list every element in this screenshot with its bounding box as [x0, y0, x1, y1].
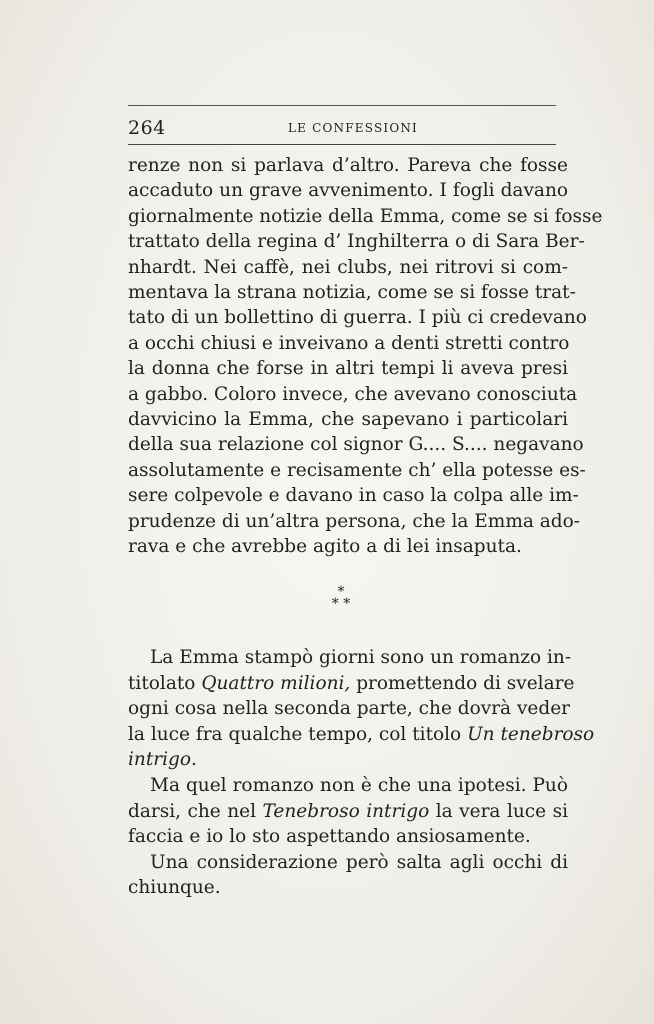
text-line: nhardt. Nei caffè, nei clubs, nei ritrovi si com-	[128, 256, 568, 278]
text-line: giornalmente notizie della Emma, come se si fosse	[128, 205, 603, 227]
section-separator	[318, 586, 364, 618]
text-line	[128, 671, 575, 697]
header-rule-bottom	[128, 144, 556, 145]
text-line: renze non si parlava d’altro. Pareva che fosse	[128, 155, 568, 176]
text-fragment: .	[191, 749, 197, 771]
paragraph-3	[128, 773, 568, 850]
book-title: intrigo	[128, 749, 192, 771]
text-line: la donna che forse in altri tempi li aveva presi	[128, 358, 568, 380]
text-line: sere colpevole e davano in caso la colpa alle im-	[128, 485, 579, 507]
text-fragment: darsi, che nel	[128, 800, 263, 822]
page-header	[128, 117, 556, 139]
book-title: Un tenebroso	[467, 723, 595, 745]
text-line: a gabbo. Coloro invece, che avevano conosciuta	[128, 383, 578, 405]
text-line: tato di un bollettino di guerra. I più ci credevano	[128, 307, 587, 329]
text-line	[128, 722, 595, 748]
text-line: La Emma stampò giorni sono un romanzo in-	[150, 647, 572, 668]
text-line: a occhi chiusi e inveivano a denti stretti contro	[128, 332, 570, 354]
text-line	[128, 799, 568, 825]
asterism-top: *	[337, 584, 345, 600]
text-line: davvicino la Emma, che sapevano i particolari	[128, 409, 568, 431]
text-fragment: promettendo di svelare	[350, 672, 575, 694]
paragraph-1	[128, 153, 603, 560]
text-fragment: la vera luce si	[429, 800, 569, 822]
text-line: rava e che avrebbe agito a di lei insaputa.	[128, 536, 522, 558]
book-title: Quattro milioni,	[201, 672, 351, 694]
text-line: Una considerazione però salta agli occhi di	[150, 851, 568, 873]
asterism-bottom: * *	[331, 596, 351, 612]
text-line: trattato della regina d’ Inghilterra o di Sara Ber-	[128, 231, 585, 253]
header-rule-top	[128, 105, 556, 106]
text-line: chiunque.	[128, 877, 221, 899]
paragraph-2	[128, 645, 595, 773]
text-line: mentava la strana notizia, come se si fosse trat-	[128, 282, 576, 304]
text-line: prudenze di un’altra persona, che la Emma ado-	[128, 510, 581, 532]
text-fragment: titolato	[128, 672, 202, 694]
running-title: LE CONFESSIONI	[288, 121, 418, 135]
text-line: Ma quel romanzo non è che una ipotesi. Può	[150, 774, 568, 796]
page-number: 264	[128, 117, 166, 139]
text-line	[128, 747, 568, 773]
text-fragment: la luce fra qualche tempo, col titolo	[128, 723, 468, 745]
text-line: accaduto un grave avvenimento. I fogli davano	[128, 180, 568, 202]
text-line: assolutamente e recisamente ch’ ella potesse es-	[128, 459, 586, 481]
book-title: Tenebroso intrigo	[262, 800, 430, 822]
text-line: faccia e io lo sto aspettando ansiosamente.	[128, 826, 531, 848]
paragraph-4	[128, 850, 568, 901]
text-line: della sua relazione col signor G.... S.... negavano	[128, 434, 584, 456]
text-block-lower	[128, 645, 595, 901]
text-line: ogni cosa nella seconda parte, che dovrà veder	[128, 698, 570, 720]
